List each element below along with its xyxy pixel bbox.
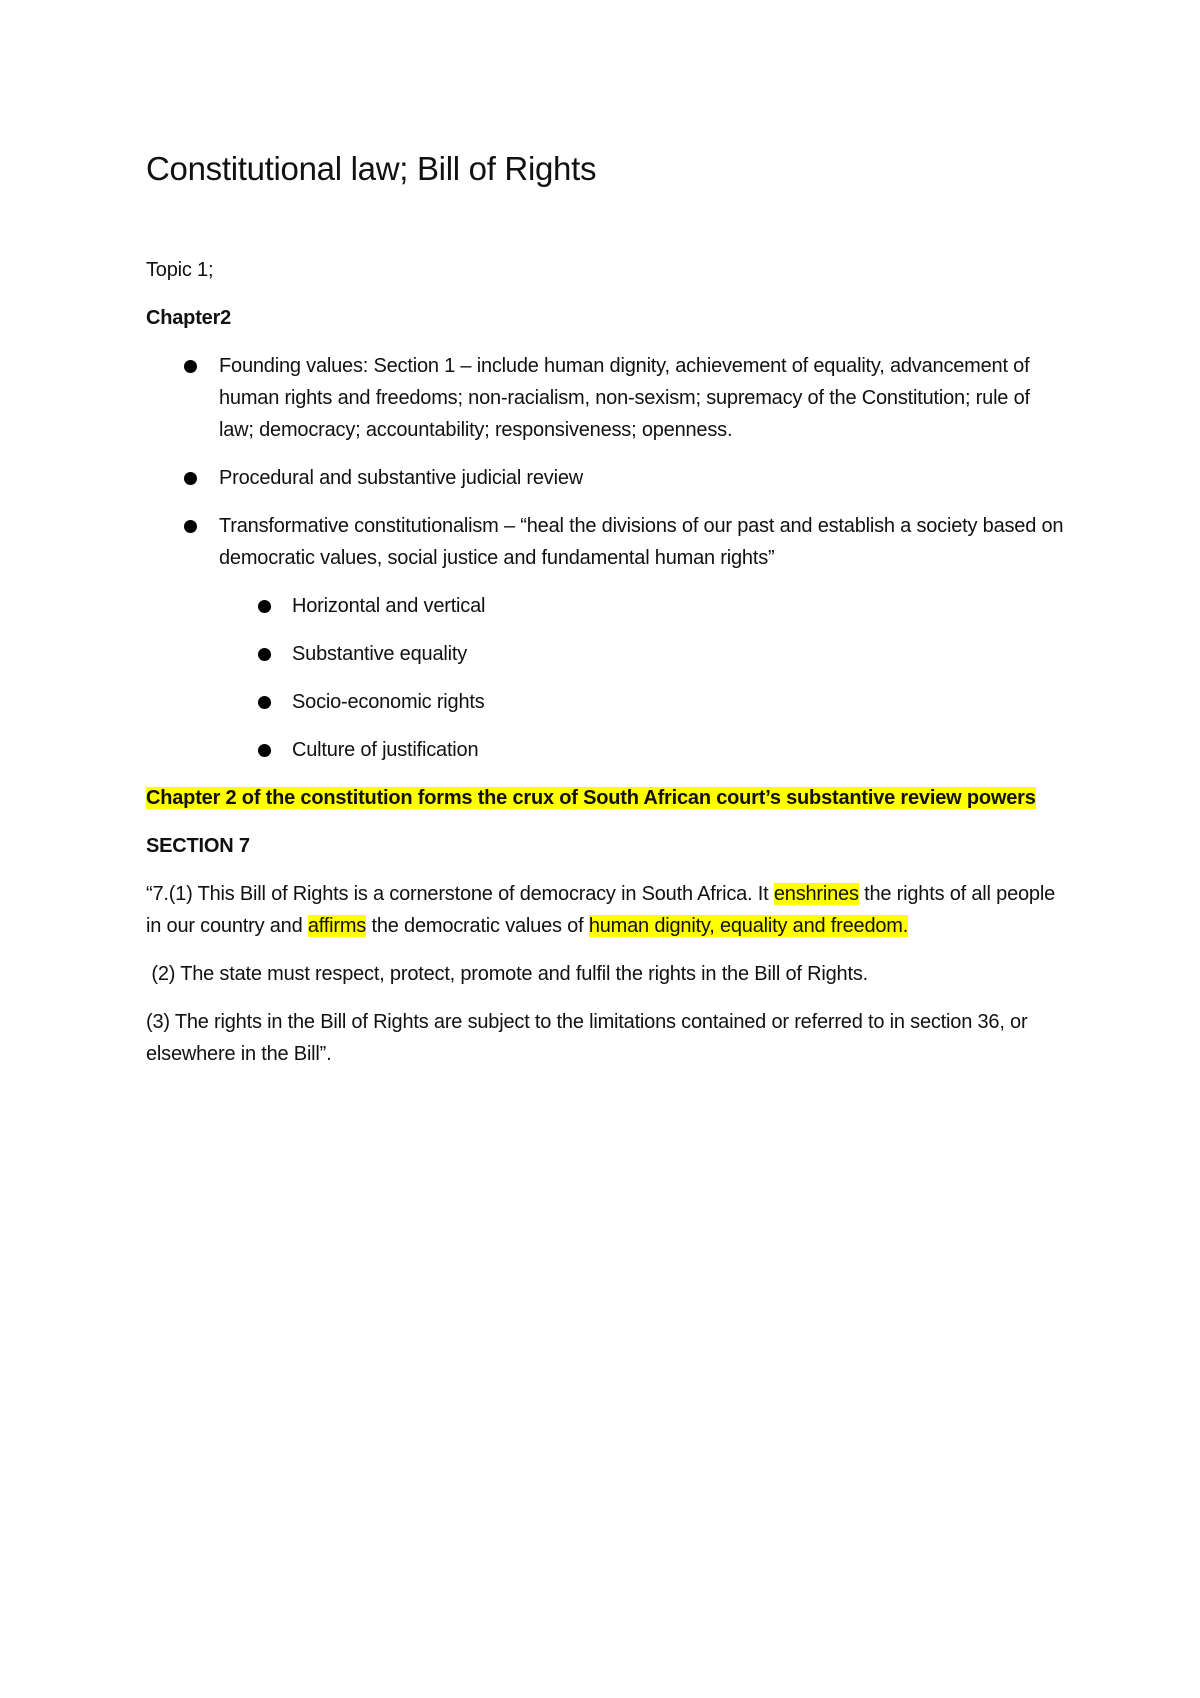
highlight-enshrines: enshrines <box>773 883 859 905</box>
highlight-values: human dignity, equality and freedom. <box>588 915 909 937</box>
section7-subsection-3: (3) The rights in the Bill of Rights are subject to the limitations contained or referred to in section 36, or elsewhere in the Bill”. <box>146 1011 1028 1065</box>
bullet-icon <box>258 696 271 709</box>
list-item <box>146 462 1066 494</box>
highlight-affirms: affirms <box>307 915 367 937</box>
list-item-text: Procedural and substantive judicial review <box>219 467 584 489</box>
bullet-icon <box>184 520 197 533</box>
sub-list-item <box>146 734 1066 766</box>
document-title: Constitutional law; Bill of Rights <box>146 150 597 187</box>
sub-list-item <box>146 590 1066 622</box>
list-item-text: Founding values: Section 1 – include human dignity, achievement of equality, advancement of human rights and freedoms; non-racialism, non-sexism; supremacy of the Constitution; rule of law; democracy; accountability; responsiveness; openness. <box>219 355 1030 441</box>
sub-list-item-text: Horizontal and vertical <box>292 595 486 617</box>
document-body <box>146 150 1066 1086</box>
topic-label: Topic 1; <box>146 259 214 281</box>
sub-bullet-list <box>146 590 1066 766</box>
bullet-icon <box>184 472 197 485</box>
section7-subsection-2: (2) The state must respect, protect, promote and fulfil the rights in the Bill of Rights. <box>146 963 868 985</box>
section7-text: “7.(1) This Bill of Rights is a cornerstone of democracy in South Africa. It <box>146 883 774 905</box>
list-item-text: Transformative constitutionalism – “heal the divisions of our past and establish a society based on democratic values, social justice and fundamental human rights” <box>219 515 1064 569</box>
bullet-icon <box>258 648 271 661</box>
bullet-list <box>146 350 1066 574</box>
section7-text: the democratic values of <box>366 915 589 937</box>
bullet-icon <box>258 600 271 613</box>
sub-list-item-text: Substantive equality <box>292 643 468 665</box>
bullet-icon <box>184 360 197 373</box>
section-heading: SECTION 7 <box>146 835 250 857</box>
sub-list-item <box>146 686 1066 718</box>
chapter-heading: Chapter2 <box>146 307 232 329</box>
list-item <box>146 350 1066 446</box>
highlight-note-text: Chapter 2 of the constitution forms the crux of South African court’s substantive review powers <box>146 787 1036 809</box>
section7-subsection-1 <box>146 878 1066 942</box>
list-item <box>146 510 1066 574</box>
highlighted-note <box>146 782 1066 814</box>
section7-text: the rights of all people in our country and <box>146 883 1056 937</box>
sub-list-item <box>146 638 1066 670</box>
sub-list-item-text: Culture of justification <box>292 739 479 761</box>
bullet-icon <box>258 744 271 757</box>
sub-list-item-text: Socio-economic rights <box>292 691 485 713</box>
